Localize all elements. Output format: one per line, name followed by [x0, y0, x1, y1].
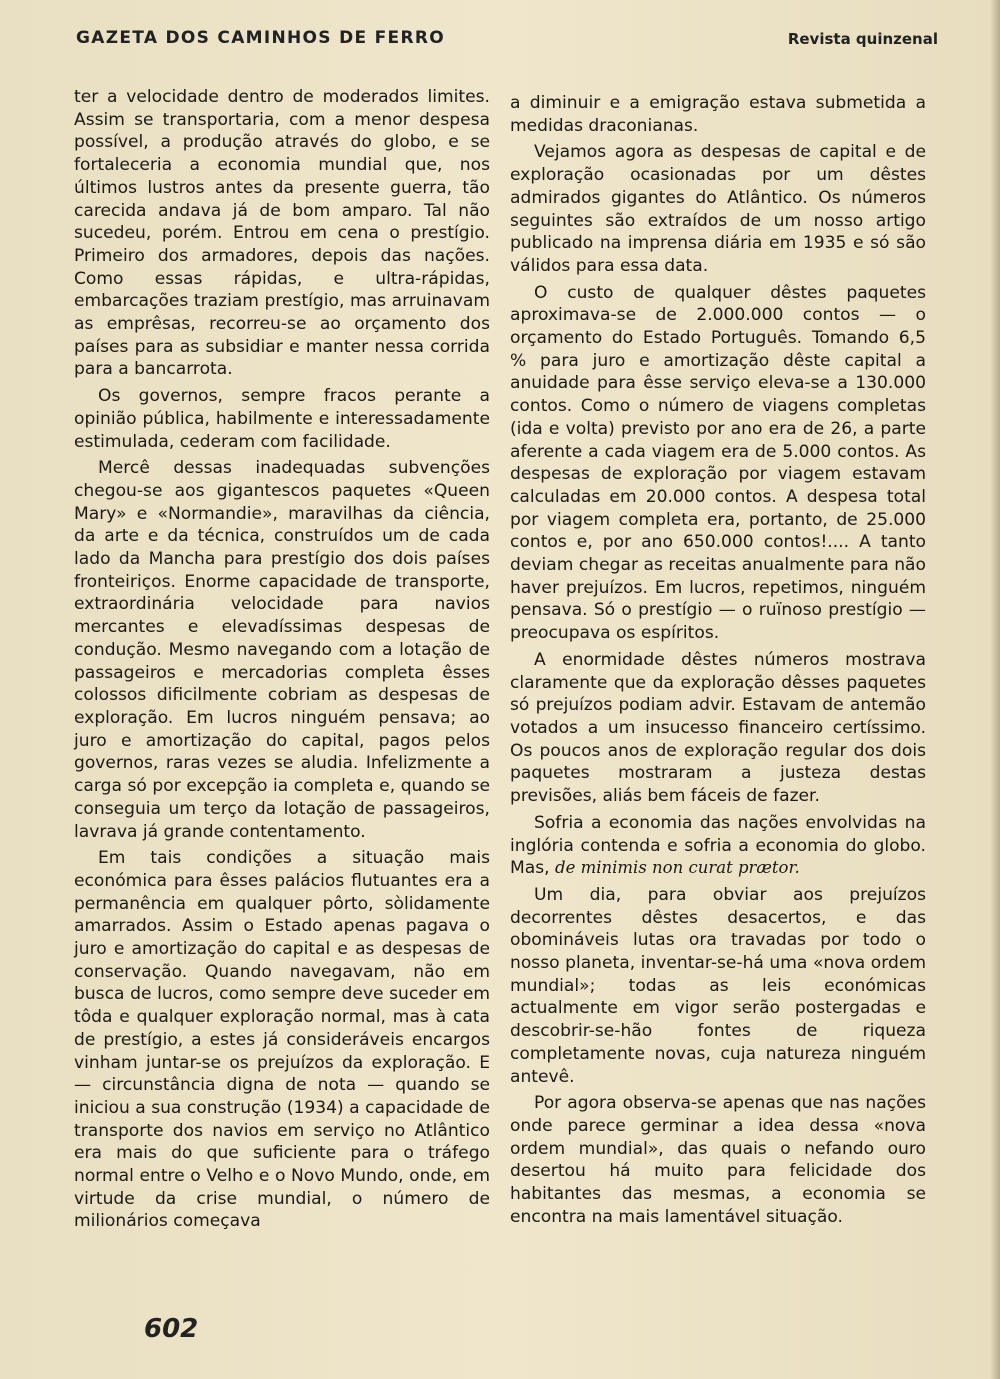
paragraph: ter a velocidade dentro de moderados limites. Assim se transportaria, com a menor despesa possível, a produção através do globo, e se fortaleceria a economia mundial que, nos últimos lustros antes da presente guerra, tão carecida andava já de bom amparo. Tal não sucedeu, porém. Entrou em cena o prestígio. Primeiro dos armadores, depois das nações. Como essas rápidas, e ultra-rápidas, embarcações traziam prestígio, mas arruinavam as emprêsas, recorreu-se ao orçamento dos países para as subsidiar e manter nessa corrida para a bancarrota. — [74, 87, 490, 380]
paragraph-text: Sofria a economia das nações envolvidas na inglória contenda e sofria a economia do globo. Mas, — [510, 812, 926, 879]
left-column — [74, 86, 490, 1233]
paragraph: a diminuir e a emigração estava submetida a medidas draconianas. — [510, 93, 926, 136]
paragraph: Em tais condições a situação mais económica para êsses palácios flutuantes era a permanência em qualquer pôrto, sòlidamente amarrados. Assim o Estado apenas pagava o juro e amortização do capital e as despesas de conservação. Quando navegavam, não em busca de lucros, como sempre deve suceder em tôda e qualquer exploração normal, mas à cata de prestígio, a estes já consideráveis encargos vinham juntar-se os prejuízos da exploração. E — circunstância digna de nota — quando se iniciou a sua construção (1934) a capacidade de transporte dos navios em serviço no Atlântico era mais do que suficiente para o tráfego normal entre o Velho e o Novo Mundo, onde, em virtude da crise mundial, o número de milionários começava — [74, 848, 490, 1232]
paragraph — [510, 812, 926, 880]
running-header — [76, 28, 938, 52]
paragraph: O custo de qualquer dêstes paquetes aproximava-se de 2.000.000 contos — o orçamento do Estado Português. Tomando 6,5 % para juro e amortização dêste capital a anuidade para êsse serviço eleva-se a 130.000 contos. Como o número de viagens completas (ida e volta) previsto por ano era de 26, a parte aferente a cada viagem era de 5.000 contos. As despesas de exploração por viagem estavam calculadas em 20.000 contos. A despesa total por viagem completa era, portanto, de 25.000 contos e, por ano 650.000 contos!.... A tanto deviam chegar as receitas anualmente para não haver prejuízos. Em lucros, repetimos, ninguém pensava. Só o prestígio — o ruïnoso prestígio — preocupava os espíritos. — [510, 282, 926, 644]
page-number: 602 — [144, 1314, 199, 1344]
paragraph: Vejamos agora as despesas de capital e de exploração ocasionadas por um dêstes admirados gigantes do Atlântico. Os números seguintes são extraídos de um nosso artigo publicado na imprensa diária em 1935 e só são válidos para essa data. — [510, 142, 926, 276]
paragraph: Mercê dessas inadequadas subvenções chegou-se aos gigantescos paquetes «Queen Mary» e «Normandie», maravilhas da ciência, da arte e da técnica, construídos um de cada lado da Mancha para prestígio dos dois países fronteiriços. Enorme capacidade de transporte, extraordinária velocidade para navios mercantes e elevadíssimas despesas de condução. Mesmo navegando com a lotação de passageiros e mercadorias completa êsses colossos dificilmente cobriam as despesas de exploração. Em lucros ninguém pensava; ao juro e amortização do capital, pagos pelos governos, raras vezes se aludia. Infelizmente a carga só por excepção ia completa e, quando se conseguia um terço da lotação de passageiros, lavrava já grande contentamento. — [74, 458, 490, 842]
journal-title: GAZETA DOS CAMINHOS DE FERRO — [76, 28, 445, 48]
journal-subtitle: Revista quinzenal — [787, 30, 938, 48]
paragraph: A enormidade dêstes números mostrava claramente que da exploração dêsses paquetes só prejuízos podiam advir. Estavam de antemão votados a um insucesso financeiro certíssimo. Os poucos anos de exploração regular dos dois paquetes mostraram a justeza destas previsões, aliás bem fáceis de fazer. — [510, 649, 926, 807]
paragraph: Por agora observa-se apenas que nas nações onde parece germinar a idea dessa «nova ordem mundial», das quais o nefando ouro desertou há muito para felicidade dos habitantes das mesmas, a economia se encontra na mais lamentável situação. — [510, 1093, 926, 1227]
right-column — [510, 92, 926, 1228]
paragraph: Um dia, para obviar aos prejuízos decorrentes dêstes desacertos, e das obomináveis lutas ora travadas por todo o nosso planeta, inventar-se-há uma «nova ordem mundial»; todas as leis económicas actualmente em vigor serão postergadas e descobrir-se-hão fontes de riqueza completamente novas, cuja natureza ninguém antevê. — [510, 884, 926, 1087]
latin-quote: de minimis non curat prætor. — [555, 858, 800, 878]
page-edge-shadow — [990, 0, 1000, 1379]
paragraph: Os governos, sempre fracos perante a opinião pública, habilmente e interessadamente estimulada, cederam com facilidade. — [74, 386, 490, 452]
